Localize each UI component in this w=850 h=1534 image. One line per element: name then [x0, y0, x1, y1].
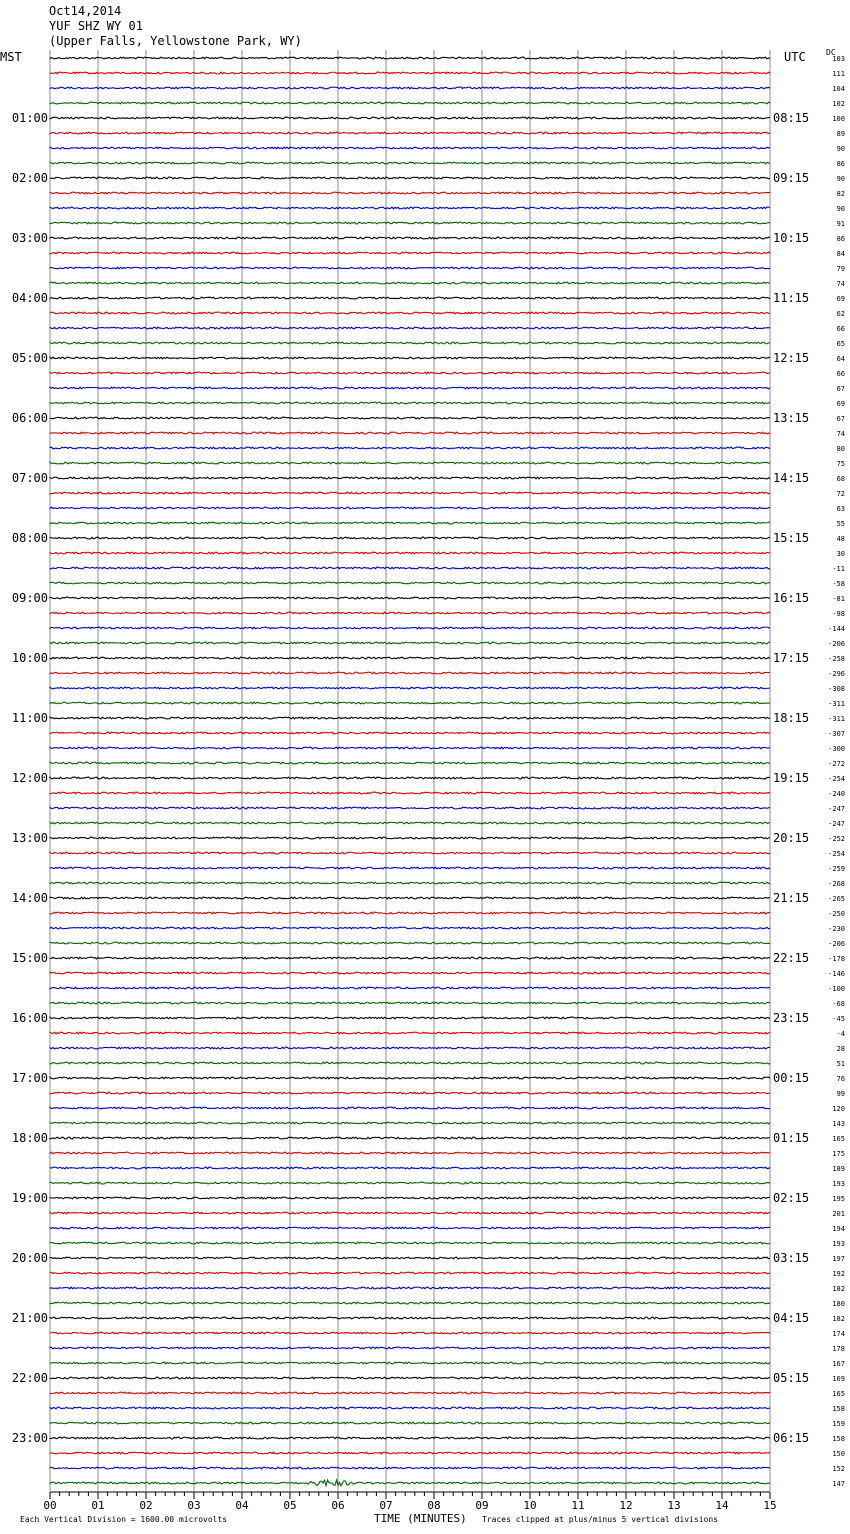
dc-offset-label: 82: [836, 190, 845, 198]
trace-86: [50, 1347, 770, 1349]
trace-46: [50, 747, 770, 749]
trace-29: [50, 492, 770, 494]
dc-offset-label: 169: [832, 1375, 845, 1383]
left-time-label: 11:00: [11, 711, 48, 725]
dc-offset-label: 63: [836, 505, 845, 513]
dc-offset-label: 76: [836, 1075, 845, 1083]
dc-offset-label: -259: [828, 865, 845, 873]
x-tick-label: 03: [187, 1499, 201, 1512]
trace-90: [50, 1407, 770, 1409]
left-time-label: 19:00: [11, 1191, 48, 1205]
dc-offset-label: 72: [836, 490, 845, 498]
trace-56: [50, 897, 770, 899]
right-time-label: 05:15: [773, 1371, 810, 1385]
x-tick-label: 02: [139, 1499, 153, 1512]
trace-31: [50, 522, 770, 524]
trace-54: [50, 867, 770, 869]
dc-offset-label: 84: [836, 250, 845, 258]
trace-19: [50, 342, 770, 344]
dc-offset-label: 104: [832, 85, 845, 93]
trace-88: [50, 1377, 770, 1379]
right-time-label: 09:15: [773, 171, 810, 185]
right-time-label: 10:15: [773, 231, 810, 245]
trace-60: [50, 957, 770, 959]
dc-offset-label: -252: [828, 835, 845, 843]
dc-offset-label: 159: [832, 1420, 845, 1428]
x-tick-label: 00: [43, 1499, 57, 1512]
trace-16: [50, 297, 770, 299]
trace-45: [50, 732, 770, 734]
dc-offset-label: -11: [832, 565, 845, 573]
left-time-label: 02:00: [11, 171, 48, 185]
trace-73: [50, 1152, 770, 1154]
right-time-label: 20:15: [773, 831, 810, 845]
dc-offset-label: -230: [828, 925, 845, 933]
dc-offset-label: 90: [836, 145, 845, 153]
dc-offset-label: -247: [828, 805, 845, 813]
dc-offset-label: 194: [832, 1225, 845, 1233]
trace-11: [50, 222, 770, 224]
trace-52: [50, 837, 770, 839]
trace-51: [50, 822, 770, 824]
dc-offset-label: 48: [836, 535, 845, 543]
left-time-label: 01:00: [11, 111, 48, 125]
trace-84: [50, 1317, 770, 1319]
left-timezone-label: MST: [0, 50, 22, 64]
dc-offset-label: -308: [828, 685, 845, 693]
trace-37: [50, 612, 770, 614]
right-time-label: 12:15: [773, 351, 810, 365]
trace-89: [50, 1392, 770, 1394]
dc-offset-label: 158: [832, 1405, 845, 1413]
trace-2: [50, 87, 770, 89]
dc-offset-label: 167: [832, 1360, 845, 1368]
trace-61: [50, 972, 770, 974]
right-time-label: 11:15: [773, 291, 810, 305]
trace-81: [50, 1272, 770, 1274]
clip-note: Traces clipped at plus/minus 5 vertical divisions: [482, 1515, 719, 1524]
trace-48: [50, 777, 770, 779]
trace-66: [50, 1047, 770, 1049]
dc-offset-label: 102: [832, 100, 845, 108]
dc-offset-label: 51: [836, 1060, 845, 1068]
trace-92: [50, 1437, 770, 1439]
x-tick-label: 14: [715, 1499, 729, 1512]
trace-3: [50, 102, 770, 104]
trace-80: [50, 1257, 770, 1259]
trace-71: [50, 1122, 770, 1124]
dc-offset-label: 174: [832, 1330, 845, 1338]
dc-offset-label: -311: [828, 700, 845, 708]
left-time-label: 10:00: [11, 651, 48, 665]
trace-47: [50, 762, 770, 764]
axis-layer: [43, 1492, 776, 1512]
trace-8: [50, 177, 770, 179]
trace-28: [50, 477, 770, 479]
trace-18: [50, 327, 770, 329]
right-time-label: 21:15: [773, 891, 810, 905]
dc-offset-label: 66: [836, 325, 845, 333]
dc-offset-label: 103: [832, 55, 845, 63]
dc-label: DC: [826, 48, 836, 57]
dc-offset-label: -68: [832, 1000, 845, 1008]
trace-12: [50, 237, 770, 239]
dc-offset-label: 178: [832, 1345, 845, 1353]
trace-21: [50, 372, 770, 374]
right-time-label: 04:15: [773, 1311, 810, 1325]
trace-4: [50, 117, 770, 119]
trace-65: [50, 1032, 770, 1034]
x-tick-label: 05: [283, 1499, 297, 1512]
trace-7: [50, 162, 770, 164]
trace-13: [50, 252, 770, 254]
x-tick-label: 08: [427, 1499, 441, 1512]
right-time-label: 14:15: [773, 471, 810, 485]
trace-41: [50, 672, 770, 674]
dc-offset-label: 175: [832, 1150, 845, 1158]
left-time-label: 04:00: [11, 291, 48, 305]
trace-22: [50, 387, 770, 389]
dc-offset-label: 90: [836, 205, 845, 213]
right-time-label: 13:15: [773, 411, 810, 425]
dc-offset-label: 197: [832, 1255, 845, 1263]
dc-offset-label: 86: [836, 160, 845, 168]
dc-offset-label: 64: [836, 355, 845, 363]
dc-offset-label: 80: [836, 445, 845, 453]
trace-20: [50, 357, 770, 359]
dc-offset-label: -250: [828, 910, 845, 918]
right-time-label: 22:15: [773, 951, 810, 965]
trace-75: [50, 1182, 770, 1184]
dc-offset-label: -258: [828, 655, 845, 663]
dc-offset-label: 192: [832, 1270, 845, 1278]
header-station: YUF SHZ WY 01: [49, 19, 143, 33]
right-time-label: 02:15: [773, 1191, 810, 1205]
dc-offset-label: -268: [828, 880, 845, 888]
trace-91: [50, 1422, 770, 1424]
trace-53: [50, 852, 770, 854]
left-time-label: 08:00: [11, 531, 48, 545]
trace-34: [50, 567, 770, 569]
trace-55: [50, 882, 770, 884]
dc-offset-label: 30: [836, 550, 845, 558]
dc-offset-label: 150: [832, 1450, 845, 1458]
trace-74: [50, 1167, 770, 1169]
dc-offset-label: 75: [836, 460, 845, 468]
trace-43: [50, 702, 770, 704]
dc-offset-label: 195: [832, 1195, 845, 1203]
left-time-label: 03:00: [11, 231, 48, 245]
dc-offset-label: -206: [828, 640, 845, 648]
x-tick-label: 04: [235, 1499, 249, 1512]
trace-95: [50, 1480, 770, 1486]
trace-36: [50, 597, 770, 599]
dc-offset-label: -311: [828, 715, 845, 723]
trace-33: [50, 552, 770, 554]
trace-27: [50, 462, 770, 464]
right-time-label: 01:15: [773, 1131, 810, 1145]
dc-offset-label: 90: [836, 175, 845, 183]
dc-offset-label: 66: [836, 370, 845, 378]
trace-24: [50, 417, 770, 419]
trace-40: [50, 657, 770, 659]
right-time-label: 15:15: [773, 531, 810, 545]
x-tick-label: 15: [763, 1499, 777, 1512]
right-time-label: 19:15: [773, 771, 810, 785]
dc-offset-label: -98: [832, 610, 845, 618]
trace-10: [50, 207, 770, 209]
x-tick-label: 10: [523, 1499, 537, 1512]
right-timezone-label: UTC: [784, 50, 806, 64]
dc-offset-label: 100: [832, 115, 845, 123]
trace-17: [50, 312, 770, 314]
trace-49: [50, 792, 770, 794]
dc-offset-label: 120: [832, 1105, 845, 1113]
x-tick-label: 07: [379, 1499, 393, 1512]
x-tick-label: 12: [619, 1499, 633, 1512]
dc-offset-label: 89: [836, 130, 845, 138]
trace-38: [50, 627, 770, 629]
right-time-label: 06:15: [773, 1431, 810, 1445]
left-time-label: 15:00: [11, 951, 48, 965]
left-time-label: 12:00: [11, 771, 48, 785]
dc-offset-label: -178: [828, 955, 845, 963]
dc-offset-label: 62: [836, 310, 845, 318]
x-tick-label: 13: [667, 1499, 681, 1512]
right-time-label: 23:15: [773, 1011, 810, 1025]
dc-offset-label: 79: [836, 265, 845, 273]
trace-25: [50, 432, 770, 434]
dc-offset-label: -296: [828, 670, 845, 678]
trace-23: [50, 402, 770, 404]
trace-63: [50, 1002, 770, 1004]
trace-68: [50, 1077, 770, 1079]
dc-offset-label: -4: [836, 1030, 845, 1038]
grid-layer: [50, 50, 770, 1491]
trace-42: [50, 687, 770, 689]
trace-94: [50, 1467, 770, 1469]
trace-0: [50, 57, 770, 59]
dc-offset-label: 111: [832, 70, 845, 78]
header-location: (Upper Falls, Yellowstone Park, WY): [49, 34, 302, 48]
trace-layer: [50, 57, 770, 1486]
left-time-label: 05:00: [11, 351, 48, 365]
trace-83: [50, 1302, 770, 1304]
x-tick-label: 09: [475, 1499, 489, 1512]
left-time-label: 18:00: [11, 1131, 48, 1145]
trace-1: [50, 72, 770, 74]
right-time-label: 18:15: [773, 711, 810, 725]
dc-offset-label: -254: [828, 850, 845, 858]
trace-26: [50, 447, 770, 449]
left-time-label: 09:00: [11, 591, 48, 605]
dc-offset-label: -206: [828, 940, 845, 948]
dc-offset-label: 65: [836, 340, 845, 348]
right-time-label: 00:15: [773, 1071, 810, 1085]
dc-offset-label: 86: [836, 235, 845, 243]
left-time-label: 06:00: [11, 411, 48, 425]
trace-64: [50, 1017, 770, 1019]
dc-offset-label: 67: [836, 385, 845, 393]
dc-offset-label: 69: [836, 400, 845, 408]
right-time-label: 03:15: [773, 1251, 810, 1265]
dc-offset-label: -247: [828, 820, 845, 828]
left-time-label: 07:00: [11, 471, 48, 485]
trace-93: [50, 1452, 770, 1454]
left-time-label: 21:00: [11, 1311, 48, 1325]
dc-offset-label: 68: [836, 475, 845, 483]
trace-62: [50, 987, 770, 989]
dc-offset-label: 91: [836, 220, 845, 228]
trace-59: [50, 942, 770, 944]
scale-note: Each Vertical Division = 1600.00 microvolts: [20, 1515, 228, 1524]
trace-14: [50, 267, 770, 269]
trace-30: [50, 507, 770, 509]
dc-offset-label: 165: [832, 1390, 845, 1398]
x-tick-label: 06: [331, 1499, 345, 1512]
trace-78: [50, 1227, 770, 1229]
dc-offset-label: 99: [836, 1090, 845, 1098]
trace-57: [50, 912, 770, 914]
dc-offset-label: -265: [828, 895, 845, 903]
left-time-label: 22:00: [11, 1371, 48, 1385]
trace-79: [50, 1242, 770, 1244]
trace-77: [50, 1212, 770, 1214]
trace-67: [50, 1062, 770, 1064]
dc-offset-label: 147: [832, 1480, 845, 1488]
dc-offset-label: -146: [828, 970, 845, 978]
dc-offset-label: 182: [832, 1315, 845, 1323]
header-date: Oct14,2014: [49, 4, 122, 18]
dc-offset-label: 74: [836, 280, 845, 288]
trace-76: [50, 1197, 770, 1199]
left-time-label: 23:00: [11, 1431, 48, 1445]
trace-87: [50, 1362, 770, 1364]
dc-offset-label: 158: [832, 1435, 845, 1443]
left-time-label: 13:00: [11, 831, 48, 845]
trace-32: [50, 537, 770, 539]
dc-offset-label: 165: [832, 1135, 845, 1143]
trace-50: [50, 807, 770, 809]
right-time-label: 08:15: [773, 111, 810, 125]
trace-58: [50, 927, 770, 929]
dc-offset-label: 182: [832, 1285, 845, 1293]
left-time-label: 16:00: [11, 1011, 48, 1025]
left-time-label: 14:00: [11, 891, 48, 905]
dc-offset-label: 189: [832, 1165, 845, 1173]
x-tick-label: 11: [571, 1499, 585, 1512]
dc-offset-label: 74: [836, 430, 845, 438]
dc-offset-label: 201: [832, 1210, 845, 1218]
trace-35: [50, 582, 770, 584]
dc-offset-label: 28: [836, 1045, 845, 1053]
dc-offset-label: 67: [836, 415, 845, 423]
trace-5: [50, 132, 770, 134]
dc-offset-label: -45: [832, 1015, 845, 1023]
x-axis-title: TIME (MINUTES): [374, 1512, 467, 1525]
dc-offset-label: 152: [832, 1465, 845, 1473]
trace-85: [50, 1332, 770, 1334]
dc-offset-label: -272: [828, 760, 845, 768]
dc-offset-label: -100: [828, 985, 845, 993]
trace-6: [50, 147, 770, 149]
dc-offset-label: -58: [832, 580, 845, 588]
trace-9: [50, 192, 770, 194]
right-time-label: 17:15: [773, 651, 810, 665]
left-time-label: 17:00: [11, 1071, 48, 1085]
dc-offset-label: -81: [832, 595, 845, 603]
dc-offset-label: 69: [836, 295, 845, 303]
right-time-label: 16:15: [773, 591, 810, 605]
trace-39: [50, 642, 770, 644]
dc-offset-label: 55: [836, 520, 845, 528]
trace-15: [50, 282, 770, 284]
trace-72: [50, 1137, 770, 1139]
dc-offset-label: -254: [828, 775, 845, 783]
dc-offset-label: -144: [828, 625, 845, 633]
dc-offset-label: 143: [832, 1120, 845, 1128]
dc-offset-label: 193: [832, 1240, 845, 1248]
dc-offset-label: -300: [828, 745, 845, 753]
dc-offset-label: 193: [832, 1180, 845, 1188]
trace-82: [50, 1287, 770, 1289]
dc-offset-label: -307: [828, 730, 845, 738]
dc-offset-label: 180: [832, 1300, 845, 1308]
trace-44: [50, 717, 770, 719]
x-tick-label: 01: [91, 1499, 105, 1512]
trace-70: [50, 1107, 770, 1109]
left-time-label: 20:00: [11, 1251, 48, 1265]
trace-69: [50, 1092, 770, 1094]
dc-offset-label: -240: [828, 790, 845, 798]
